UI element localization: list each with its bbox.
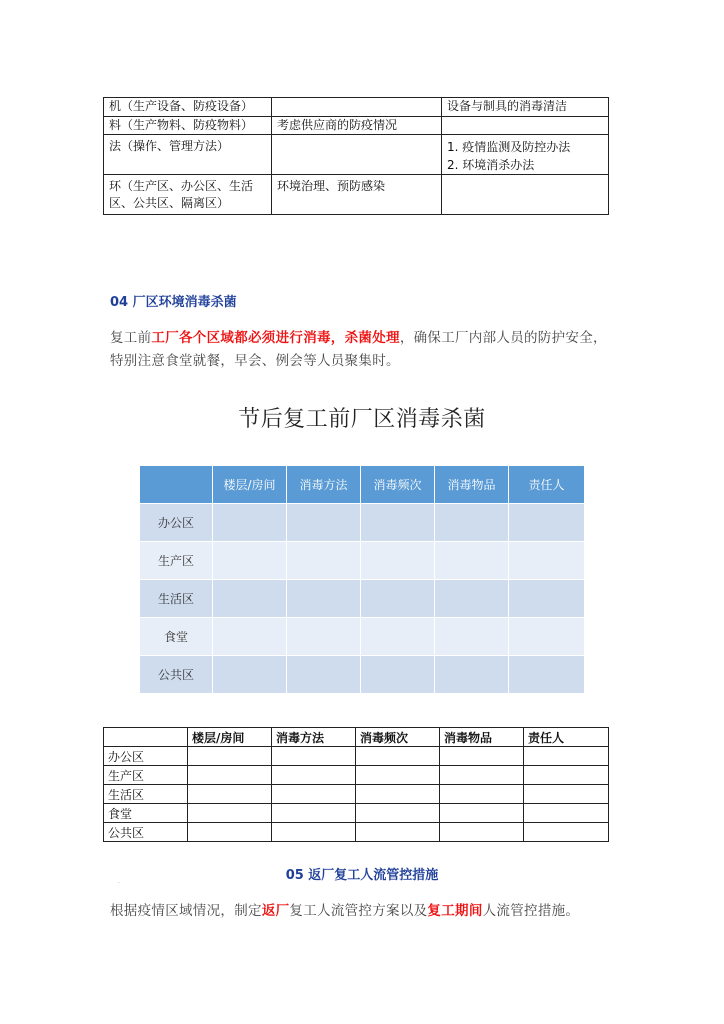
table-header-row bbox=[104, 728, 609, 747]
table-cell bbox=[435, 618, 509, 656]
row-label: 生活区 bbox=[104, 785, 188, 804]
table-cell bbox=[509, 542, 585, 580]
table-cell bbox=[287, 580, 361, 618]
header-cell: 消毒方法 bbox=[287, 466, 361, 504]
row-label: 公共区 bbox=[140, 656, 213, 694]
table-cell bbox=[287, 656, 361, 694]
row-label: 办公区 bbox=[140, 504, 213, 542]
table-cell bbox=[361, 542, 435, 580]
table-row bbox=[104, 823, 609, 842]
row-label: 食堂 bbox=[104, 804, 188, 823]
table-cell: 考虑供应商的防疫情况 bbox=[272, 117, 442, 135]
table-cell bbox=[356, 766, 440, 785]
table-cell bbox=[188, 766, 272, 785]
row-label: 办公区 bbox=[104, 747, 188, 766]
table-cell bbox=[435, 542, 509, 580]
para-highlight: 工厂各个区域都必须进行消毒，杀菌处理 bbox=[151, 330, 400, 346]
table-cell bbox=[440, 766, 524, 785]
table-cell bbox=[272, 823, 356, 842]
table-cell bbox=[524, 766, 609, 785]
header-cell bbox=[104, 728, 188, 747]
table-cell: 环境治理、预防感染 bbox=[272, 175, 442, 215]
table-cell bbox=[287, 618, 361, 656]
header-cell: 消毒方法 bbox=[272, 728, 356, 747]
method-list bbox=[447, 138, 603, 174]
section-04-heading: 04 厂区环境消毒杀菌 bbox=[110, 295, 237, 310]
table-cell bbox=[356, 785, 440, 804]
table-row bbox=[104, 747, 609, 766]
table-row bbox=[104, 98, 609, 117]
table-cell bbox=[509, 580, 585, 618]
row-label: 公共区 bbox=[104, 823, 188, 842]
table-cell bbox=[524, 804, 609, 823]
table-cell: 机（生产设备、防疫设备） bbox=[104, 98, 272, 117]
header-cell: 责任人 bbox=[509, 466, 585, 504]
table-cell bbox=[361, 656, 435, 694]
table-header-row bbox=[140, 466, 585, 504]
table-cell bbox=[272, 804, 356, 823]
header-cell: 楼层/房间 bbox=[188, 728, 272, 747]
header-cell: 消毒物品 bbox=[435, 466, 509, 504]
para-text: 复工人流管控方案以及 bbox=[289, 903, 428, 919]
para-text: ，确保工厂内部人员的防护安全，特别注意食堂就餐，早会、例会等人员聚集时。 bbox=[110, 330, 607, 369]
para-highlight: 返厂 bbox=[261, 903, 290, 919]
table-cell bbox=[272, 135, 442, 175]
table-cell bbox=[272, 747, 356, 766]
table-cell bbox=[188, 804, 272, 823]
para-highlight: 复工期间 bbox=[427, 903, 483, 919]
table-cell bbox=[213, 656, 287, 694]
table-cell bbox=[272, 98, 442, 117]
table-cell bbox=[435, 580, 509, 618]
table-row bbox=[140, 504, 585, 542]
table-cell bbox=[356, 804, 440, 823]
decorative-dot: · bbox=[118, 880, 120, 887]
table-cell bbox=[361, 504, 435, 542]
table-row bbox=[140, 656, 585, 694]
section-05-heading: 05 返厂复工人流管控措施 bbox=[285, 868, 439, 883]
table-cell bbox=[213, 580, 287, 618]
table-cell bbox=[361, 618, 435, 656]
para-text: 人流管控措施。 bbox=[482, 903, 580, 919]
para-text: 根据疫情区域情况，制定 bbox=[110, 903, 262, 919]
table-cell bbox=[440, 747, 524, 766]
table-cell bbox=[361, 580, 435, 618]
table-row bbox=[104, 175, 609, 215]
table-cell bbox=[213, 542, 287, 580]
table-row bbox=[104, 117, 609, 135]
table-cell bbox=[188, 785, 272, 804]
table-cell bbox=[440, 823, 524, 842]
table-cell bbox=[524, 747, 609, 766]
table-cell: 料（生产物料、防疫物料） bbox=[104, 117, 272, 135]
table-cell bbox=[524, 785, 609, 804]
row-label: 生活区 bbox=[140, 580, 213, 618]
table-row bbox=[140, 580, 585, 618]
table-cell bbox=[442, 175, 609, 215]
table-cell bbox=[524, 823, 609, 842]
header-cell: 消毒物品 bbox=[440, 728, 524, 747]
table-cell: 设备与制具的消毒清洁 bbox=[442, 98, 609, 117]
row-label: 食堂 bbox=[140, 618, 213, 656]
table-cell bbox=[188, 823, 272, 842]
table-cell bbox=[272, 766, 356, 785]
section-05-paragraph bbox=[110, 900, 615, 923]
infographic-title: 节后复工前厂区消毒杀菌 bbox=[238, 407, 486, 432]
table-cell bbox=[356, 747, 440, 766]
row-label: 生产区 bbox=[140, 542, 213, 580]
table-cell bbox=[213, 618, 287, 656]
table-cell bbox=[442, 135, 609, 175]
table-row bbox=[104, 135, 609, 175]
table-cell bbox=[442, 117, 609, 135]
list-item: 2. 环境消杀办法 bbox=[447, 158, 535, 172]
header-cell: 楼层/房间 bbox=[213, 466, 287, 504]
table-cell bbox=[509, 656, 585, 694]
table-cell: 环（生产区、办公区、生活区、公共区、隔离区） bbox=[104, 175, 272, 215]
table-cell bbox=[509, 618, 585, 656]
disinfection-plain-table bbox=[103, 727, 609, 842]
disinfection-infographic-table bbox=[139, 465, 585, 694]
para-text: 复工前 bbox=[110, 330, 152, 346]
table-cell: 法（操作、管理方法） bbox=[104, 135, 272, 175]
table-cell bbox=[287, 504, 361, 542]
table-cell bbox=[440, 785, 524, 804]
table-row bbox=[104, 766, 609, 785]
header-cell: 消毒频次 bbox=[356, 728, 440, 747]
list-item: 1. 疫情监测及防控办法 bbox=[447, 140, 571, 154]
header-cell: 消毒频次 bbox=[361, 466, 435, 504]
table-cell bbox=[188, 747, 272, 766]
table-row bbox=[104, 785, 609, 804]
table-cell bbox=[287, 542, 361, 580]
header-cell: 责任人 bbox=[524, 728, 609, 747]
header-cell bbox=[140, 466, 213, 504]
table-cell bbox=[440, 804, 524, 823]
table-row bbox=[140, 542, 585, 580]
table-cell bbox=[213, 504, 287, 542]
table-cell bbox=[509, 504, 585, 542]
section-04-paragraph bbox=[110, 327, 615, 373]
row-label: 生产区 bbox=[104, 766, 188, 785]
top-table bbox=[103, 97, 609, 215]
table-row bbox=[140, 618, 585, 656]
table-row bbox=[104, 804, 609, 823]
table-cell bbox=[356, 823, 440, 842]
table-cell bbox=[435, 504, 509, 542]
table-cell bbox=[435, 656, 509, 694]
table-cell bbox=[272, 785, 356, 804]
